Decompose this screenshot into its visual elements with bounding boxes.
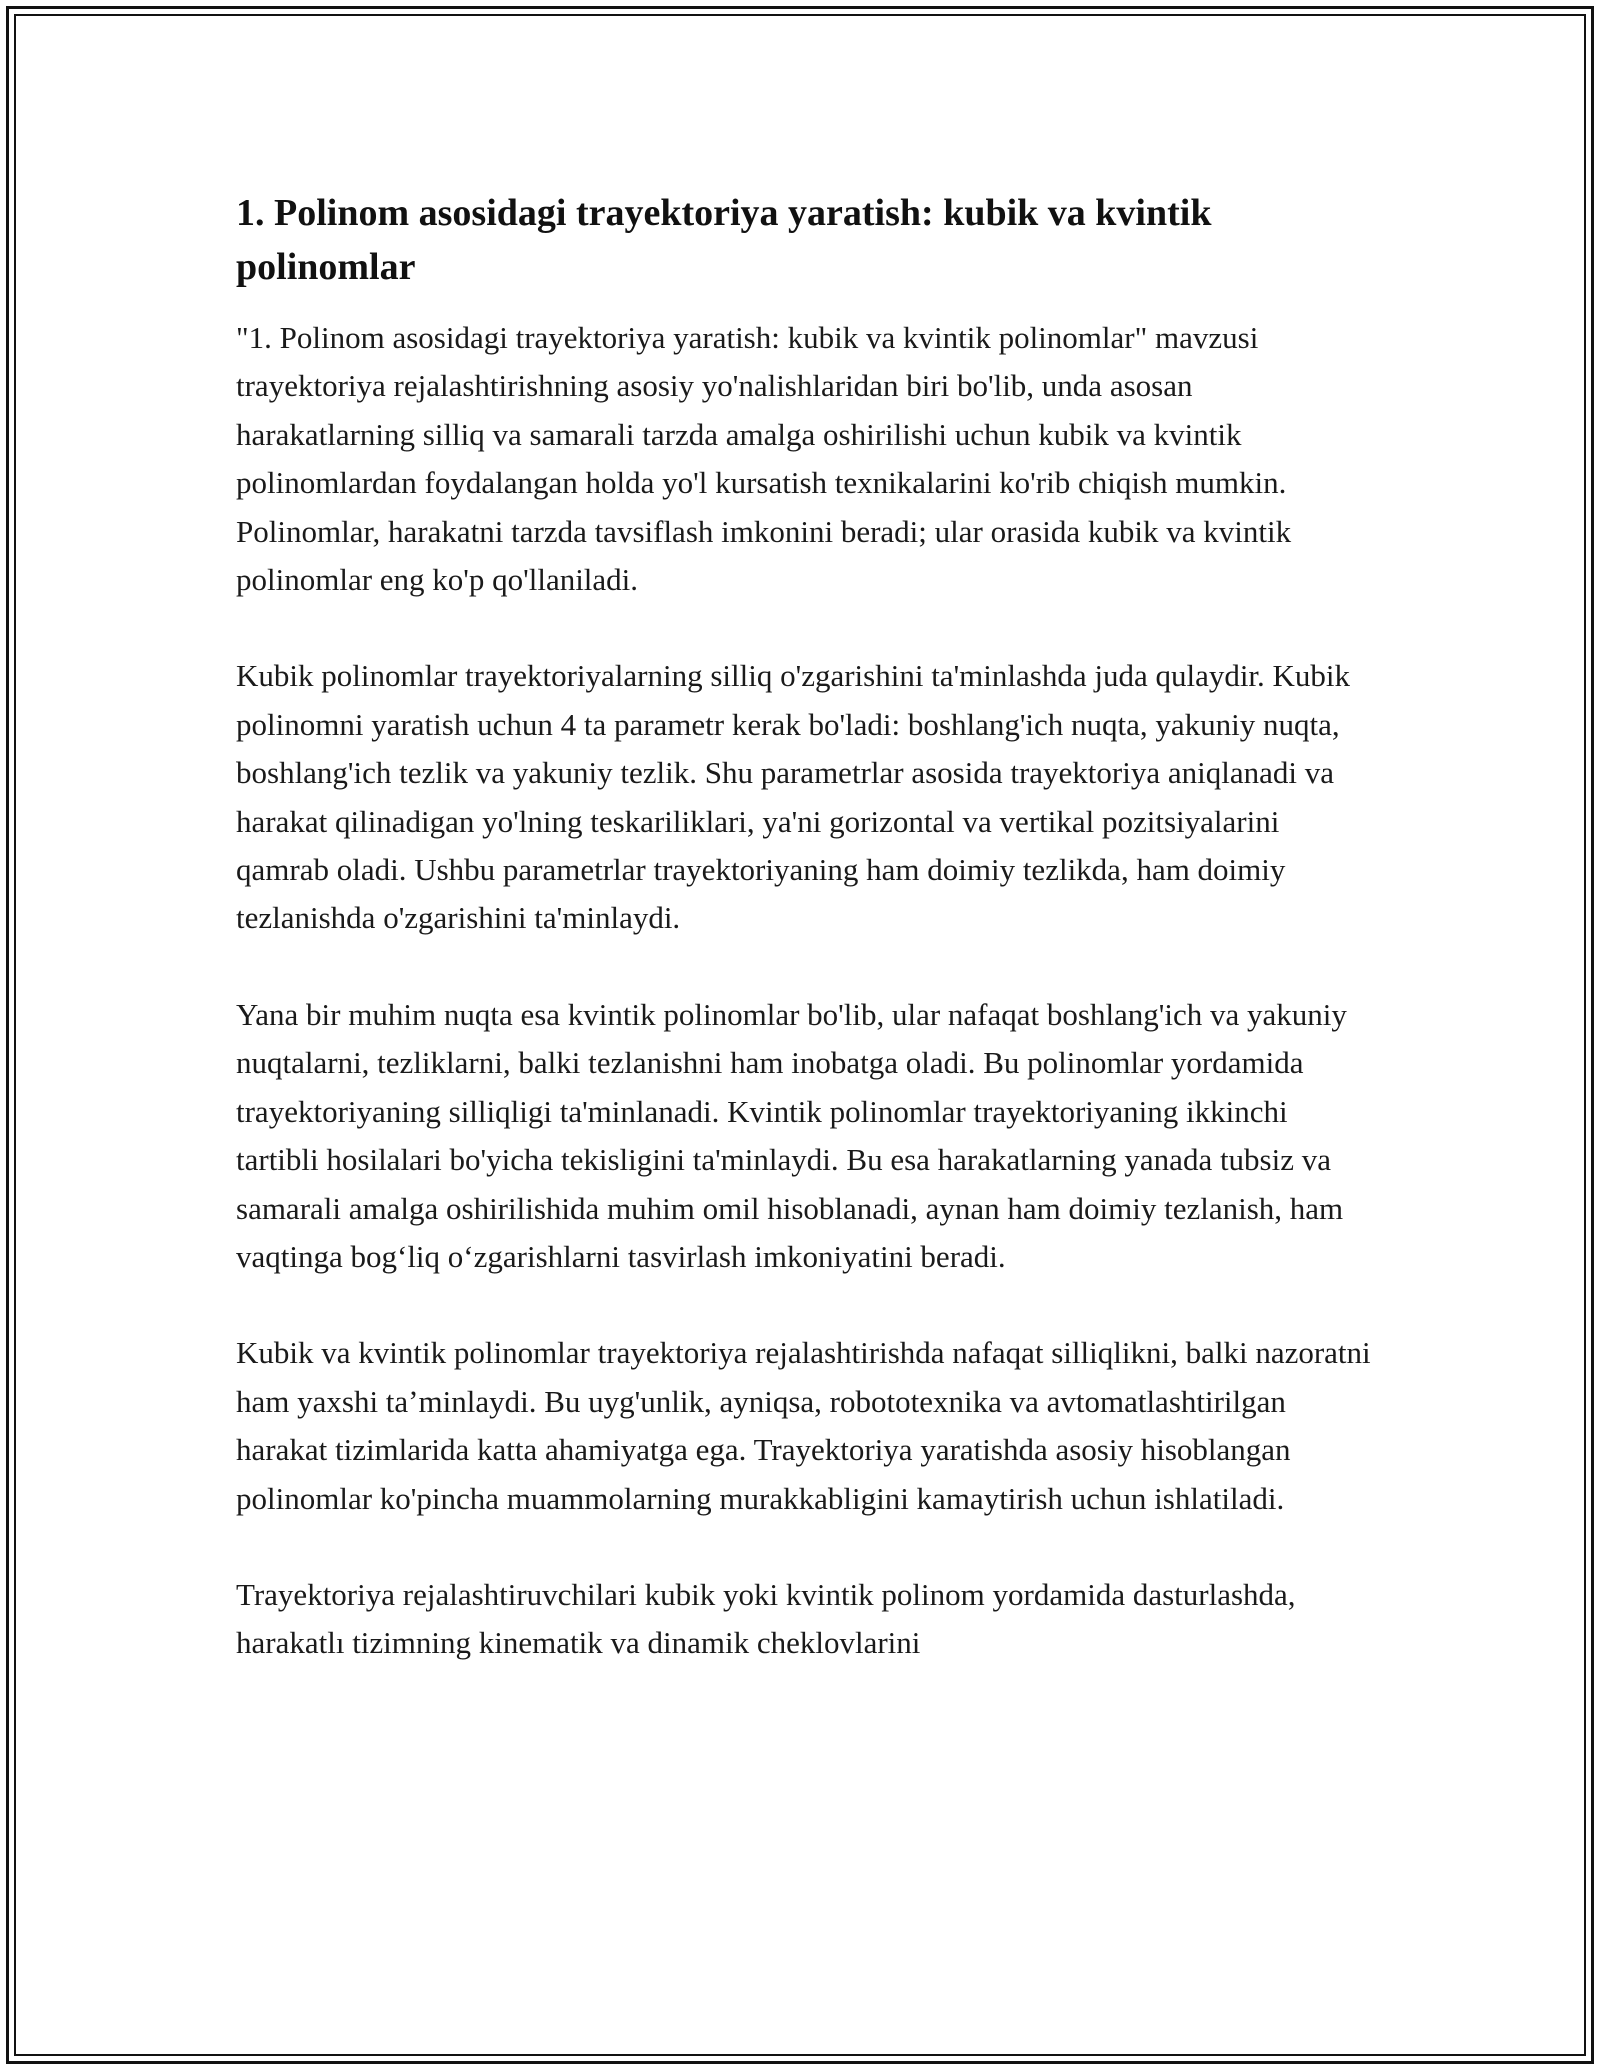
paragraph-planners: Trayektoriya rejalashtiruvchilari kubik yoki kvintik polinom yordamida dasturlashda, harakatlı tizimning kinematik va dinamik cheklovlarini bbox=[236, 1576, 1296, 1661]
paragraph-control: Kubik va kvintik polinomlar trayektoriya rejalashtirishda nafaqat silliqlikni, balki nazoratni ham yaxshi taʼminlaydi. Bu uyg'unlik, ayniqsa, robototexnika va avtomatlashtirilgan harakat tizimlarida katta ahamiyatga ega. Trayektoriya yaratishda asosiy hisoblangan polinomlar ko'pincha muammolarning murakkabligini kamaytirish uchun ishlatiladi. bbox=[236, 1335, 1371, 1516]
paragraph-quintic: Yana bir muhim nuqta esa kvintik polinomlar bo'lib, ular nafaqat boshlang'ich va yakuniy nuqtalarni, tezliklarni, balki tezlanishni ham inobatga oladi. Bu polinomlar yordamida trayektoriyaning silliqligi ta'minlanadi. Kvintik polinomlar trayektoriyaning ikkinchi tartibli hosilalari bo'yicha tekisligini ta'minlaydi. Bu esa harakatlarning yanada tubsiz va samarali amalga oshirilishida muhim omil hisoblanadi, aynan ham doimiy tezlanish, ham vaqtinga bogʻliq oʻzgarishlarni tasvirlash imkoniyatini beradi. bbox=[236, 996, 1347, 1274]
paragraph-cubic: Kubik polinomlar trayektoriyalarning silliq o'zgarishini ta'minlashda juda qulaydir. Kubik polinomni yaratish uchun 4 ta parametr kerak bo'ladi: boshlang'ich nuqta, yakuniy nuqta, boshlang'ich tezlik va yakuniy tezlik. Shu parametrlar asosida trayektoriya aniqlanadi va harakat qilinadigan yo'lning teskariliklari, ya'ni gorizontal va vertikal pozitsiyalarini qamrab oladi. Ushbu parametrlar trayektoriyaning ham doimiy tezlikda, ham doimiy tezlanishda o'zgarishini ta'minlaydi. bbox=[236, 658, 1351, 936]
document-body bbox=[236, 186, 1376, 1716]
section-heading: 1. Polinom asosidagi trayektoriya yaratish: kubik va kvintik polinomlar bbox=[236, 192, 1212, 288]
paragraph-intro: "1. Polinom asosidagi trayektoriya yaratish: kubik va kvintik polinomlar" mavzusi trayektoriya rejalashtirishning asosiy yo'nalishlaridan biri bo'lib, unda asosan harakatlarning silliq va samarali tarzda amalga oshirilishi uchun kubik va kvintik polinomlardan foydalangan holda yo'l kursatish texnikalarini ko'rib chiqish mumkin. Polinomlar, harakatni tarzda tavsiflash imkonini beradi; ular orasida kubik va kvintik polinomlar eng ko'p qo'llaniladi. bbox=[236, 320, 1292, 598]
